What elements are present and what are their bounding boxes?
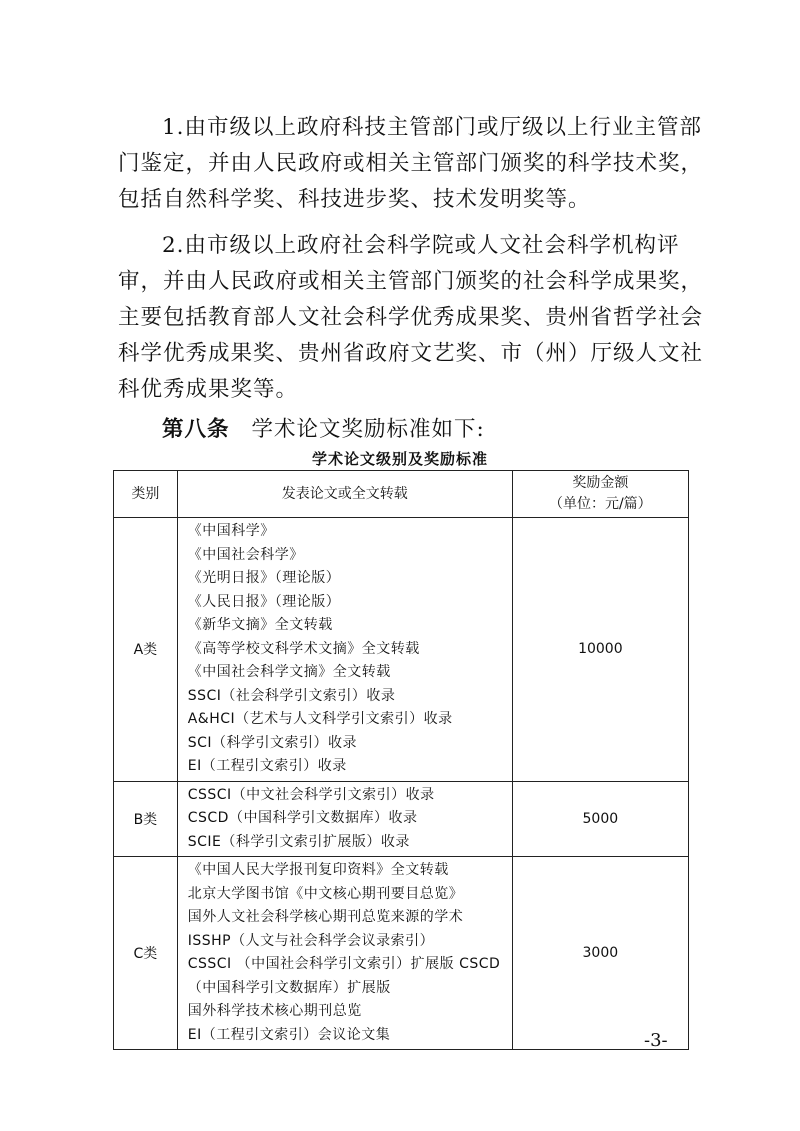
publication-item: 《光明日报》（理论版）: [187, 570, 341, 586]
table-row: [114, 857, 689, 1050]
publication-item: 国外人文社会科学核心期刊总览来源的学术: [187, 909, 464, 925]
table-caption: 学术论文级别及奖励标准: [311, 450, 488, 468]
publication-item: （中国科学引文数据库）扩展版: [187, 979, 391, 996]
award-standards-table: [113, 470, 689, 1050]
article-eight: [162, 414, 485, 446]
publication-item: SSCI（社会科学引文索引）收录: [187, 687, 396, 704]
row-category: C类: [114, 857, 178, 1050]
paragraph-line: 科学优秀成果奖、贵州省政府文艺奖、市（州）厅级人文社: [118, 341, 704, 366]
publication-item: EI（工程引文索引）收录: [187, 758, 347, 774]
row-publications: [177, 781, 512, 857]
publication-item: ISSHP（人文与社会科学会议录索引）: [187, 932, 435, 949]
paragraph-2: [118, 228, 704, 408]
publication-item: 国外科学技术核心期刊总览: [187, 1003, 362, 1019]
publication-item: 北京大学图书馆《中文核心期刊要目总览》: [187, 885, 464, 902]
paragraph-line: 2.由市级以上政府社会科学院或人文社会科学机构评: [162, 233, 680, 258]
header-publication: 发表论文或全文转载: [177, 471, 512, 518]
publication-item: CSCD（中国科学引文数据库）收录: [187, 810, 418, 826]
header-amount-title: 奖励金额: [572, 475, 629, 491]
paragraph-line: 门鉴定，并由人民政府或相关主管部门颁奖的科学技术奖，: [118, 151, 704, 176]
publication-item: 《新华文摘》全文转载: [187, 617, 333, 633]
row-amount: 10000: [512, 518, 688, 782]
page-number: -3-: [644, 1030, 668, 1051]
table-row: [114, 781, 689, 857]
paragraph-1: [118, 110, 704, 218]
header-category: 类别: [114, 471, 178, 518]
row-amount: 3000: [512, 857, 688, 1050]
publication-item: 《中国人民大学报刊复印资料》全文转载: [187, 862, 449, 878]
paragraph-line: 包括自然科学奖、科技进步奖、技术发明奖等。: [118, 187, 591, 212]
publication-item: CSSCI （中国社会科学引文索引）扩展版 CSCD: [187, 956, 501, 972]
row-category: B类: [114, 781, 178, 857]
publication-item: 《人民日报》（理论版）: [187, 593, 341, 610]
paragraph-line: 主要包括教育部人文社会科学优秀成果奖、贵州省哲学社会: [118, 305, 704, 330]
article-text: 学术论文奖励标准如下:: [251, 417, 485, 442]
row-category: A类: [114, 518, 178, 782]
table-header-row: [114, 471, 689, 518]
publication-item: 《中国社会科学》: [187, 546, 304, 563]
publication-item: CSSCI（中文社会科学引文索引）收录: [187, 786, 435, 803]
publication-item: 《中国社会科学文摘》全文转载: [187, 664, 391, 680]
paragraph-line: 科优秀成果奖等。: [118, 377, 299, 402]
publication-item: 《中国科学》: [187, 523, 275, 539]
publication-item: SCI（科学引文索引）收录: [187, 734, 358, 751]
header-amount-unit: （单位：元/篇）: [548, 496, 652, 512]
article-heading: 第八条: [162, 417, 230, 442]
row-amount: 5000: [512, 781, 688, 857]
row-publications: [177, 518, 512, 782]
row-publications: [177, 857, 512, 1050]
table-row: [114, 518, 689, 782]
publication-item: A&HCI（艺术与人文科学引文索引）收录: [187, 711, 453, 727]
publication-item: EI（工程引文索引）会议论文集: [187, 1026, 391, 1043]
publication-item: 《高等学校文科学术文摘》全文转载: [187, 640, 420, 657]
paragraph-line: 1.由市级以上政府科技主管部门或厅级以上行业主管部: [162, 115, 703, 140]
publication-item: SCIE（科学引文索引扩展版）收录: [187, 833, 410, 850]
paragraph-line: 审，并由人民政府或相关主管部门颁奖的社会科学成果奖，: [118, 269, 704, 294]
header-amount: [512, 471, 688, 518]
